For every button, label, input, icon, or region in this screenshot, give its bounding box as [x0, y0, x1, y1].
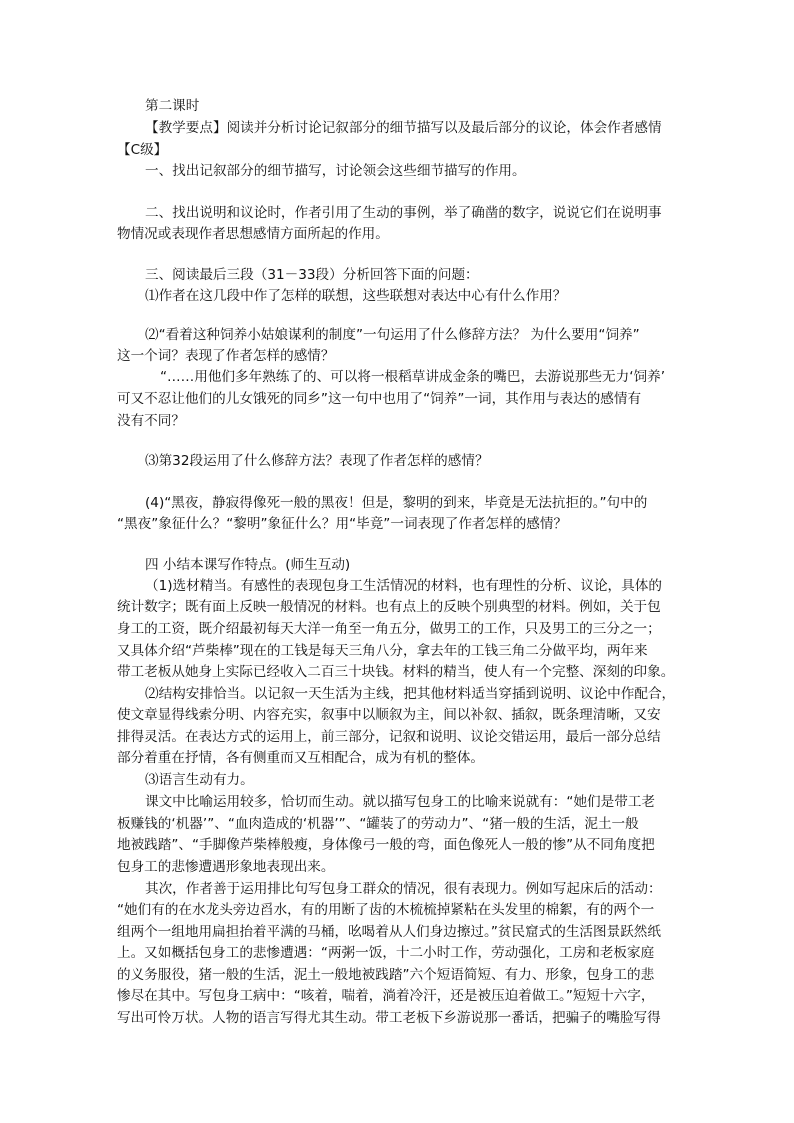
summary-p1-line: 统计数字；既有面上反映一般情况的材料。也有点上的反映个别典型的材料。例如，关于包	[117, 599, 661, 615]
key-points-label: 【教学要点】	[145, 120, 227, 136]
summary-p3-line: 板赚钱的‘机器’”、“血肉造成的‘机器’”、“罐装了的劳动力”、“猪一般的生活，泥土一般	[117, 816, 639, 832]
summary-p2-line: 使文章显得线索分明、内容充实，叙事中以顺叙为主，间以补叙、插叙，既条理清晰，又安	[117, 707, 661, 723]
summary-p4-line: 组两个一组地用扁担抬着平满的马桶，吆喝着从人们身边擦过。”贫民窟式的生活图景跃然纸	[117, 924, 661, 940]
question-2b-line-3: 没有不同？	[117, 413, 185, 429]
question-2b-line-1: “……用他们多年熟练了的、可以将一根稻草讲成金条的嘴巴，去游说那些无力‘饲养’	[160, 369, 666, 385]
summary-p3-heading: ⑶语言生动有力。	[145, 772, 254, 788]
summary-p2-line: 部分着重在抒情，各有侧重而又互相配合，成为有机的整体。	[117, 750, 485, 766]
question-2-line-2: 这一个词？表现了作者怎样的感情？	[117, 348, 335, 364]
summary-p2-line: ⑵结构安排恰当。以记叙一天生活为主线，把其他材料适当穿插到说明、议论中作配合，	[145, 686, 676, 702]
summary-p4-line: 的义务服役，猪一般的生活，泥土一般地被践踏”六个短语简短、有力、形象，包身工的悲	[117, 967, 655, 983]
question-3: ⑶第32段运用了什么修辞方法？表现了作者怎样的感情？	[145, 453, 489, 469]
summary-p4-line: “她们有的在水龙头旁边舀水，有的用断了齿的木梳梳掉紧粘在头发里的棉絮，有的两个一	[117, 902, 655, 918]
summary-p1-line: 带工老板从她身上实际已经收入二百三十块钱。材料的精当，使人有一个完整、深刻的印象。	[117, 664, 675, 680]
summary-p1-line: 身工的工资，既介绍最初每天大洋一角至一角五分，做男工的工作，只及男工的三分之一；	[117, 621, 661, 637]
question-2-line-1: ⑵“看着这种饲养小姑娘谋利的制度”一句运用了什么修辞方法？ 为什么要用“饲养”	[145, 327, 640, 343]
summary-p3-line: 地被践踏”、“手脚像芦柴棒般瘦，身体像弓一般的弯，面色像死人一般的惨”从不同角度把	[117, 837, 655, 853]
key-points	[145, 119, 715, 138]
summary-p4-line: 写出可怜万状。人物的语言写得尤其生动。带工老板下乡游说那一番话，把骗子的嘴脸写得	[117, 1010, 661, 1026]
lesson-title: 第二课时	[145, 98, 200, 114]
summary-p3-line: 包身工的悲惨遭遇形象地表现出来。	[117, 859, 335, 875]
summary-p3-line: 课文中比喻运用较多，恰切而生动。就以描写包身工的比喻来说就有：“她们是带工老	[145, 794, 656, 810]
level-tag: 【C级】	[117, 142, 168, 158]
summary-heading: 四 小结本课写作特点。(师生互动)	[145, 557, 351, 573]
summary-p1-line: 又具体介绍“芦柴棒”现在的工钱是每天三角八分，拿去年的工钱三角二分做平均，两年来	[117, 643, 648, 659]
summary-p4-line: 上。又如概括包身工的悲惨遭遇：“两粥一饭，十二小时工作，劳动强化，工房和老板家庭	[117, 945, 655, 961]
summary-p4-line: 其次，作者善于运用排比句写包身工群众的情况，很有表现力。例如写起床后的活动：	[145, 881, 662, 897]
task-3: 三、阅读最后三段（31－33段）分析回答下面的问题：	[145, 267, 479, 283]
summary-p4-line: 惨尽在其中。写包身工病中：“咳着，喘着，淌着冷汗，还是被压迫着做工。”短短十六字，	[117, 988, 655, 1004]
question-4-line-1: (4)“黑夜，静寂得像死一般的黑夜！但是，黎明的到来，毕竟是无法抗拒的。”句中的	[145, 495, 648, 511]
task-1: 一、找出记叙部分的细节描写，讨论领会这些细节描写的作用。	[145, 163, 526, 179]
key-points-text: 阅读并分析讨论记叙部分的细节描写以及最后部分的议论，体会作者感情	[226, 120, 662, 136]
question-4-line-2: “黑夜”象征什么？“黎明”象征什么？用“毕竟”一词表现了作者怎样的感情？	[117, 516, 568, 532]
task-2-line-1: 二、找出说明和议论时，作者引用了生动的事例，举了确凿的数字，说说它们在说明事	[145, 205, 662, 221]
question-2b-line-2: 可又不忍让他们的儿女饿死的同乡”这一句中也用了“饲养”一词，其作用与表达的感情有	[117, 391, 642, 407]
question-1: ⑴作者在这几段中作了怎样的联想，这些联想对表达中心有什么作用？	[145, 288, 567, 304]
summary-p1-line: （1)选材精当。有感性的表现包身工生活情况的材料，也有理性的分析、议论，具体的	[145, 578, 662, 594]
task-2-line-2: 物情况或表现作者思想感情方面所起的作用。	[117, 226, 389, 242]
summary-p2-line: 排得灵活。在表达方式的运用上，前三部分，记叙和说明、议论交错运用，最后一部分总结	[117, 729, 661, 745]
